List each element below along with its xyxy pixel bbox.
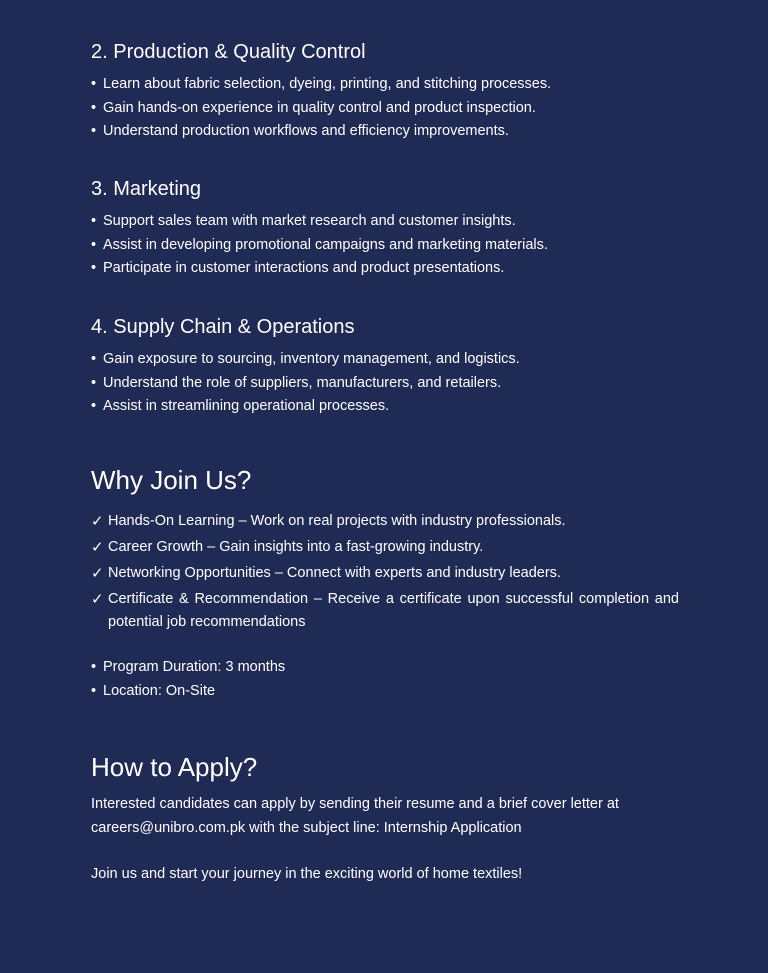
list-item: • Gain exposure to sourcing, inventory management, and logistics.: [91, 351, 520, 367]
benefit-item: ✓ Hands-On Learning – Work on real projects with industry professionals.: [91, 510, 679, 533]
marketing-list: [91, 210, 548, 281]
apply-instructions: Interested candidates can apply by sending their resume and a brief cover letter at careers@unibro.com.pk with the subject line: Internship Application: [91, 796, 619, 836]
check-icon: ✓: [91, 590, 104, 608]
list-item: • Assist in streamlining operational processes.: [91, 398, 390, 414]
list-item: • Understand production workflows and efficiency improvements.: [91, 123, 509, 139]
benefit-item: ✓ Networking Opportunities – Connect with experts and industry leaders.: [91, 562, 679, 585]
check-icon: ✓: [91, 512, 104, 530]
list-item: • Learn about fabric selection, dyeing, printing, and stitching processes.: [91, 76, 552, 92]
closing-line: Join us and start your journey in the exciting world of home textiles!: [91, 866, 523, 882]
list-item: • Support sales team with market research and customer insights.: [91, 213, 516, 229]
list-item: • Program Duration: 3 months: [91, 659, 286, 675]
production-list: [91, 73, 551, 144]
program-details-list: [91, 656, 285, 703]
check-icon: ✓: [91, 538, 104, 556]
supply-chain-list: [91, 348, 520, 419]
section-title-supply-chain: 4. Supply Chain & Operations: [91, 316, 355, 338]
how-to-apply-title: How to Apply?: [91, 752, 258, 782]
list-item: • Gain hands-on experience in quality control and product inspection.: [91, 99, 536, 116]
benefits-list: [91, 510, 679, 637]
benefit-item: ✓ Certificate & Recommendation – Receive a certificate upon successful completion and potential job recommendations: [91, 588, 679, 634]
list-item: • Assist in developing promotional campaigns and marketing materials.: [91, 236, 548, 253]
section-title-production: 2. Production & Quality Control: [91, 41, 366, 63]
check-icon: ✓: [91, 564, 104, 582]
why-join-title: Why Join Us?: [91, 465, 252, 495]
list-item: • Participate in customer interactions and product presentations.: [91, 260, 505, 276]
list-item: • Understand the role of suppliers, manufacturers, and retailers.: [91, 374, 502, 391]
benefit-item: ✓ Career Growth – Gain insights into a fast-growing industry.: [91, 536, 679, 559]
section-title-marketing: 3. Marketing: [91, 178, 202, 200]
list-item: • Location: On-Site: [91, 682, 216, 699]
